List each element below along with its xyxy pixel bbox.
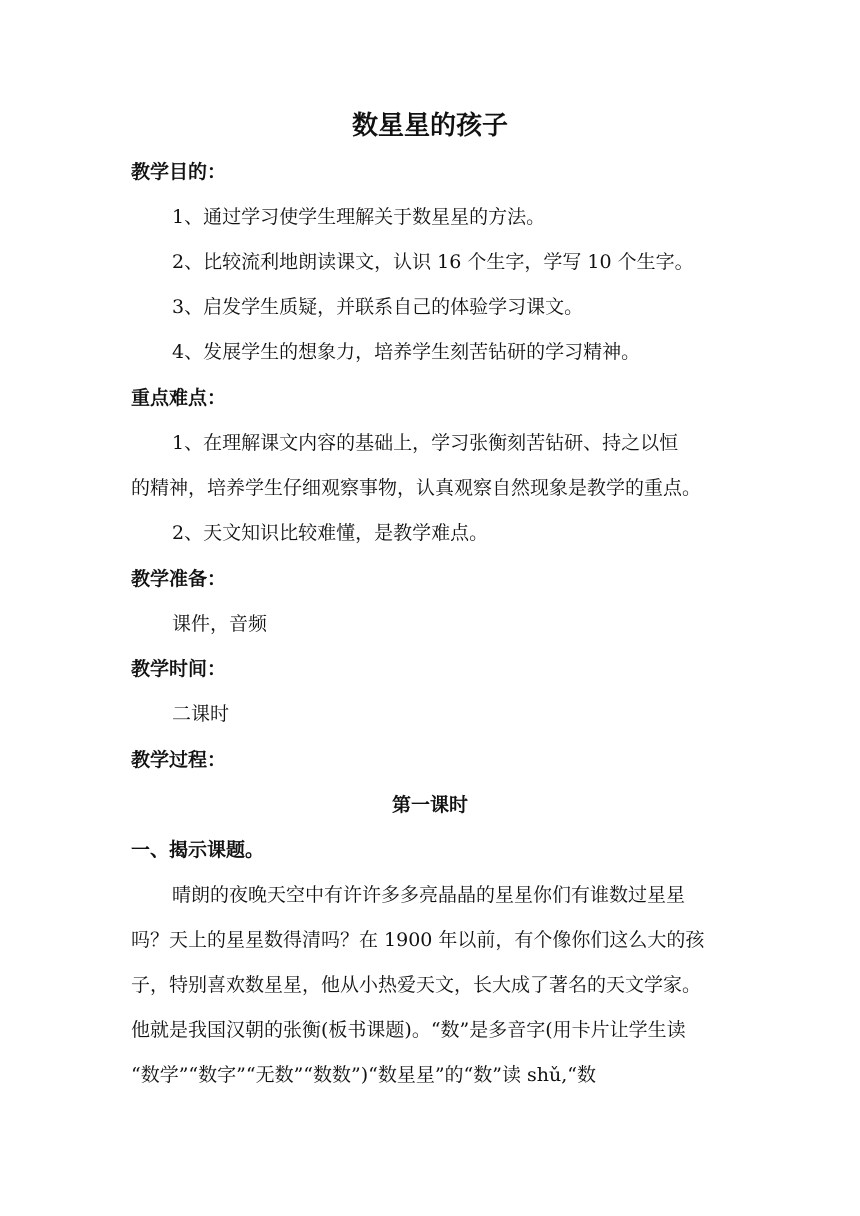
- preparation-heading: 教学准备：: [131, 568, 227, 590]
- preparation-text: 课件，音频: [172, 613, 268, 635]
- time-text: 二课时: [172, 703, 230, 725]
- section-1-line-1: 晴朗的夜晚天空中有许许多多亮晶晶的星星你们有谁数过星星: [172, 884, 686, 906]
- key-points-heading: 重点难点：: [131, 387, 227, 409]
- lesson-title: 第一课时: [391, 794, 468, 816]
- time-heading: 教学时间：: [131, 658, 227, 680]
- section-1-line-2: 吗？天上的星星数得清吗？在 1900 年以前，有个像你们这么大的孩: [131, 929, 705, 951]
- objective-item-3: 3、启发学生质疑，并联系自己的体验学习课文。: [172, 296, 584, 318]
- key-point-item-1-line-1: 1、在理解课文内容的基础上，学习张衡刻苦钻研、持之以恒: [172, 432, 679, 454]
- objective-item-2: 2、比较流利地朗读课文，认识 16 个生字，学写 10 个生字。: [172, 251, 694, 273]
- section-1-line-3: 子，特别喜欢数星星，他从小热爱天文，长大成了著名的天文学家。: [131, 974, 702, 996]
- key-point-item-2: 2、天文知识比较难懂，是教学难点。: [172, 522, 489, 544]
- key-point-item-1-line-2: 的精神，培养学生仔细观察事物，认真观察自然现象是教学的重点。: [131, 477, 702, 499]
- section-1-line-4: 他就是我国汉朝的张衡(板书课题)。“数”是多音字(用卡片让学生读: [131, 1019, 686, 1041]
- document-title: 数星星的孩子: [351, 111, 508, 141]
- objectives-heading: 教学目的：: [131, 161, 227, 183]
- section-1-heading: 一、揭示课题。: [131, 839, 265, 861]
- objective-item-1: 1、通过学习使学生理解关于数星星的方法。: [172, 206, 546, 228]
- section-1-line-5: “数学”“数字”“无数”“数数”)“数星星”的“数”读 shǔ,“数: [131, 1064, 596, 1086]
- objective-item-4: 4、发展学生的想象力，培养学生刻苦钻研的学习精神。: [172, 341, 641, 363]
- process-heading: 教学过程：: [131, 749, 227, 771]
